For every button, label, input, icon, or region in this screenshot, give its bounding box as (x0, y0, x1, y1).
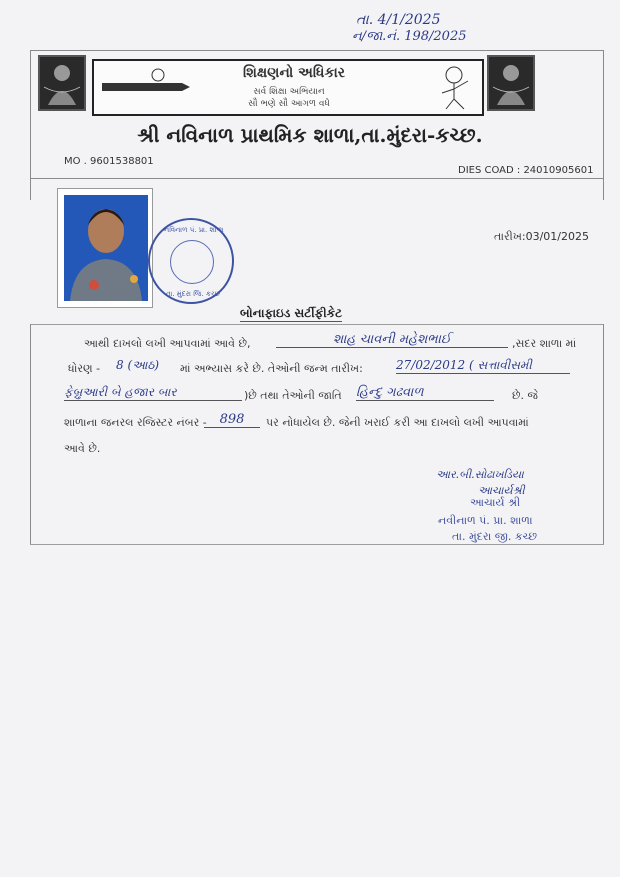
seal-bottom-text: તા. મુંદરા જિ. કચ્છ (166, 290, 220, 298)
handwritten-date: તા. 4/1/2025 (356, 12, 441, 28)
student-photo (57, 188, 153, 308)
line2-text-a: ધોરણ - (68, 362, 101, 375)
saraswati-image-right (487, 55, 535, 111)
body-bottom-rule (30, 544, 604, 545)
banner-sub1: સર્વ શિક્ષા અભિયાન (253, 87, 325, 97)
line1-text-b: ,સદર શાળા માં (512, 337, 577, 350)
line5-text: આવે છે. (64, 442, 101, 455)
signature-place: તા. મુંદરા જી. કચ્છ (452, 530, 537, 543)
body-top-rule (30, 324, 604, 325)
dob-value: 27/02/2012 ( સત્તાવીસમી (396, 358, 570, 374)
gr-number: 898 (204, 412, 260, 428)
child-cartoon-icon (424, 63, 478, 111)
line4-text-b: પર નોધાયેલ છે. જેની ખરાઈ કરી આ દાખલો લખી આપવામાં (266, 416, 529, 429)
signature-handwritten: આર.બી.સોઢાખડિયા (436, 468, 524, 481)
saraswati-image-left (38, 55, 86, 111)
school-name: શ્રી નવિનાળ પ્રાથમિક શાળા,તા.મુંદરા-કચ્છ. (137, 123, 483, 147)
line4-text-a: શાળાના જનરલ રજિસ્ટર નંબર - (64, 416, 207, 429)
header-top-rule (30, 50, 604, 51)
mobile-number: MO . 9601538801 (64, 156, 154, 167)
rte-banner (92, 59, 484, 116)
banner-sub2: સૌ ભણે સૌ આગળ વધે (248, 99, 330, 109)
signature-role-hw: આચાર્યશ્રી (478, 484, 525, 497)
line3-text-b: છે. જે (512, 389, 538, 402)
line1-text-a: આથી દાખલો લખી આપવામાં આવે છે, (84, 337, 251, 350)
seal-top-text: નવિનાળ પં. પ્રા. શાળા (164, 226, 224, 234)
dob-words: ફેબ્રુઆરી બે હજાર બાર (64, 385, 242, 401)
line3-text-a: )છે તથા તેઓની જાતિ (244, 389, 342, 402)
banner-title: શિક્ષણનો અધિકાર (242, 65, 346, 81)
certificate-date: તારીખ:03/01/2025 (494, 230, 589, 243)
header-divider (30, 178, 604, 179)
signature-school: નવીનાળ પં. પ્રા. શાળા (438, 514, 533, 527)
caste-value: હિન્દુ ગઢવાળ (356, 385, 494, 401)
handwritten-ref: ન/જા.નં. 198/2025 (352, 29, 467, 44)
body-right-rule (603, 324, 604, 544)
school-seal (148, 218, 234, 304)
signature-role: આચાર્ય શ્રી (470, 496, 521, 509)
student-name: શાહ ચાવની મહેશભાઈ (276, 332, 508, 348)
line2-text-b: માં અભ્યાસ કરે છે. તેઓની જન્મ તારીખ: (180, 362, 363, 375)
certificate-title: બોનાફાઇડ સર્ટીફીકેટ (240, 306, 343, 320)
std-value: 8 (આઠ) (116, 358, 160, 372)
dise-code: DIES COAD : 24010905601 (458, 165, 594, 176)
body-left-rule (30, 324, 31, 544)
